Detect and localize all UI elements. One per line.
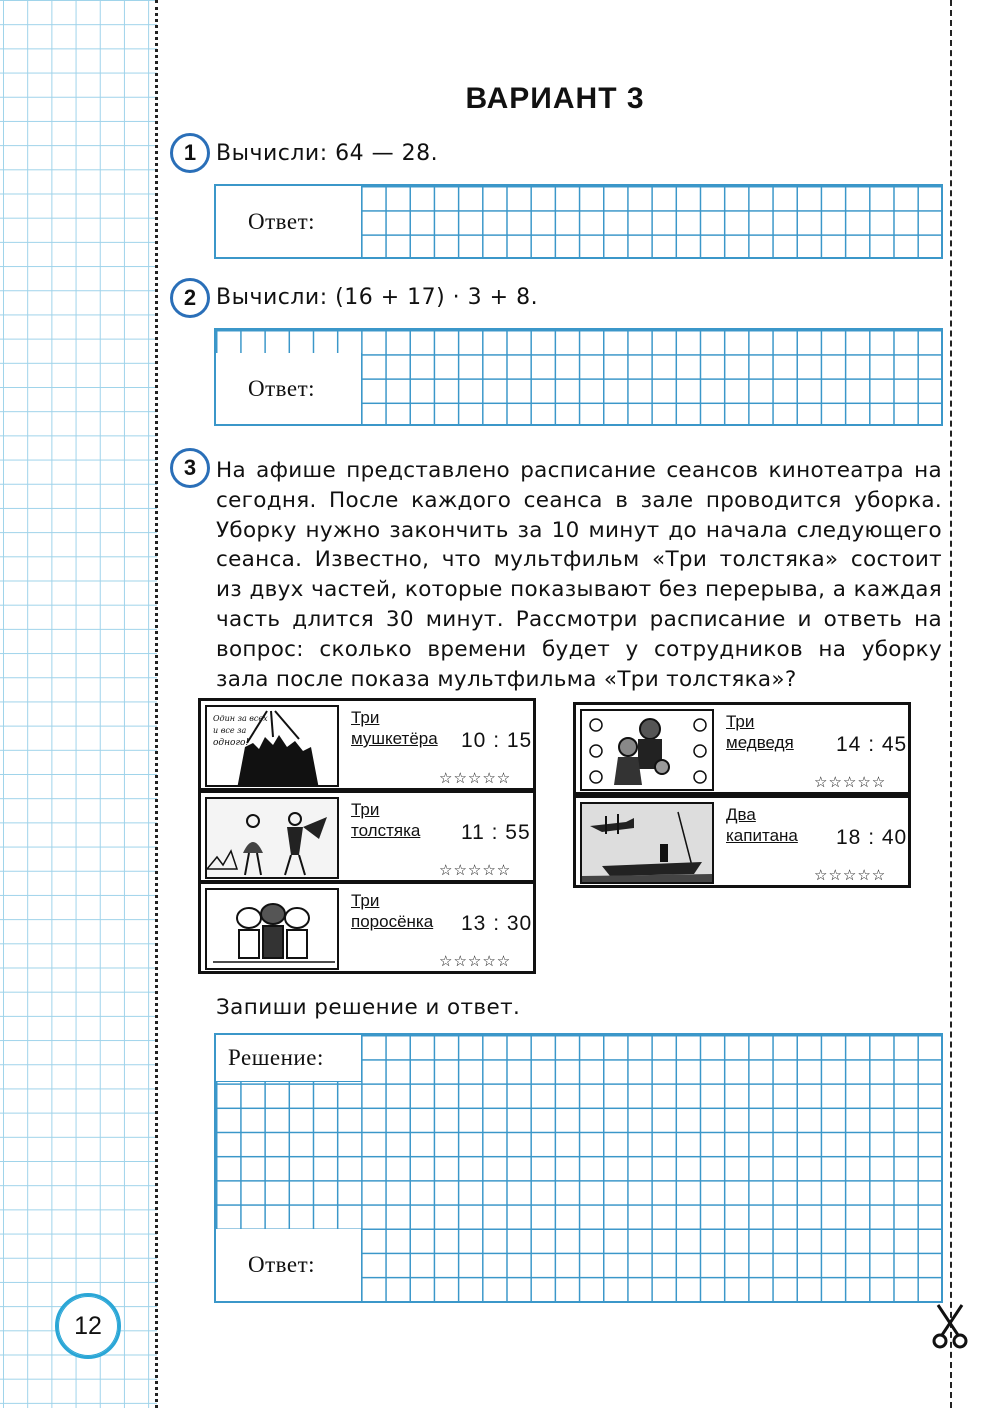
poster-three-musketeers xyxy=(198,698,536,791)
poster-image xyxy=(205,797,339,879)
task-2-number: 2 xyxy=(170,278,210,318)
poster-title xyxy=(351,890,433,932)
poster-image xyxy=(205,888,339,970)
poster-stars: ☆☆☆☆☆ xyxy=(814,866,887,884)
poster-title-line2: капитана xyxy=(726,826,798,845)
poster-time: 10 : 15 xyxy=(461,729,533,752)
poster-title xyxy=(726,804,798,846)
poster-title-line2: поросёнка xyxy=(351,912,434,931)
poster-title-line2: толстяка xyxy=(351,821,421,840)
task-1-number: 1 xyxy=(170,133,210,173)
bears-illustration xyxy=(582,711,714,791)
poster-stars: ☆☆☆☆☆ xyxy=(439,952,512,970)
task-1-text: Вычисли: 64 — 28. xyxy=(216,141,439,166)
poster-caption-2: и все за xyxy=(213,726,247,735)
page-title: ВАРИАНТ 3 xyxy=(465,82,645,115)
poster-stars: ☆☆☆☆☆ xyxy=(814,773,887,791)
poster-title-line1: Три xyxy=(351,708,380,727)
poster-caption-3: одного! xyxy=(213,738,250,748)
poster-title-line2: медведя xyxy=(726,733,794,752)
task-3-solution-grid[interactable] xyxy=(214,1033,943,1303)
task-3-instruction: Запиши решение и ответ. xyxy=(216,995,521,1020)
poster-time: 18 : 40 xyxy=(836,826,908,849)
poster-two-captains xyxy=(573,795,911,888)
poster-title xyxy=(351,707,438,749)
cut-line xyxy=(950,0,952,1408)
poster-title-line1: Два xyxy=(726,805,756,824)
poster-image xyxy=(580,709,714,791)
fat-men-illustration xyxy=(207,799,339,879)
pigs-illustration xyxy=(207,890,339,970)
poster-time: 14 : 45 xyxy=(836,733,908,756)
poster-stars: ☆☆☆☆☆ xyxy=(439,769,512,787)
task-1-answer-grid[interactable] xyxy=(214,184,943,259)
poster-time: 11 : 55 xyxy=(461,821,531,844)
poster-caption-1: Один за всех xyxy=(213,714,268,723)
task-3-text: На афише представлено расписание сеансов кинотеатра на сегодня. После каждого сеанса в зале проводится уборка. Уборку нужно закончить за 10 минут до начала следующего сеанса. Известно, что мультфильм «Три толстяка» состоит из двух частей, которые показывают без перерыва, а каждая часть длится 30 минут. Рассмотри расписание и ответь на вопрос: сколько времени будет у сотрудников на уборку зала после показа мультфильма «Три толстяка»? xyxy=(216,458,942,692)
poster-title-line2: мушкетёра xyxy=(351,729,438,748)
margin-grid xyxy=(0,0,157,1408)
poster-three-fat-men xyxy=(198,790,536,883)
task-3-solution-label: Решение: xyxy=(216,1035,362,1082)
poster-time: 13 : 30 xyxy=(461,912,533,935)
scissors-icon xyxy=(930,1303,970,1351)
margin-dotted-line xyxy=(155,0,158,1408)
page-number: 12 xyxy=(55,1293,121,1359)
poster-three-bears xyxy=(573,702,911,795)
poster-title xyxy=(351,799,420,841)
task-3-answer-label: Ответ: xyxy=(216,1229,362,1301)
task-2-answer-label: Ответ: xyxy=(216,353,362,424)
task-2-text: Вычисли: (16 + 17) · 3 + 8. xyxy=(216,285,539,310)
task-2-answer-grid[interactable] xyxy=(214,328,943,426)
poster-stars: ☆☆☆☆☆ xyxy=(439,861,512,879)
poster-title xyxy=(726,711,794,753)
poster-title-line1: Три xyxy=(351,891,380,910)
poster-title-line1: Три xyxy=(351,800,380,819)
poster-image xyxy=(205,705,339,787)
poster-title-line1: Три xyxy=(726,712,755,731)
poster-three-little-pigs xyxy=(198,881,536,974)
musketeers-illustration xyxy=(207,707,339,787)
task-1-answer-label: Ответ: xyxy=(216,186,362,257)
poster-image xyxy=(580,802,714,884)
task-3-number: 3 xyxy=(170,448,210,488)
captains-illustration xyxy=(582,804,714,884)
